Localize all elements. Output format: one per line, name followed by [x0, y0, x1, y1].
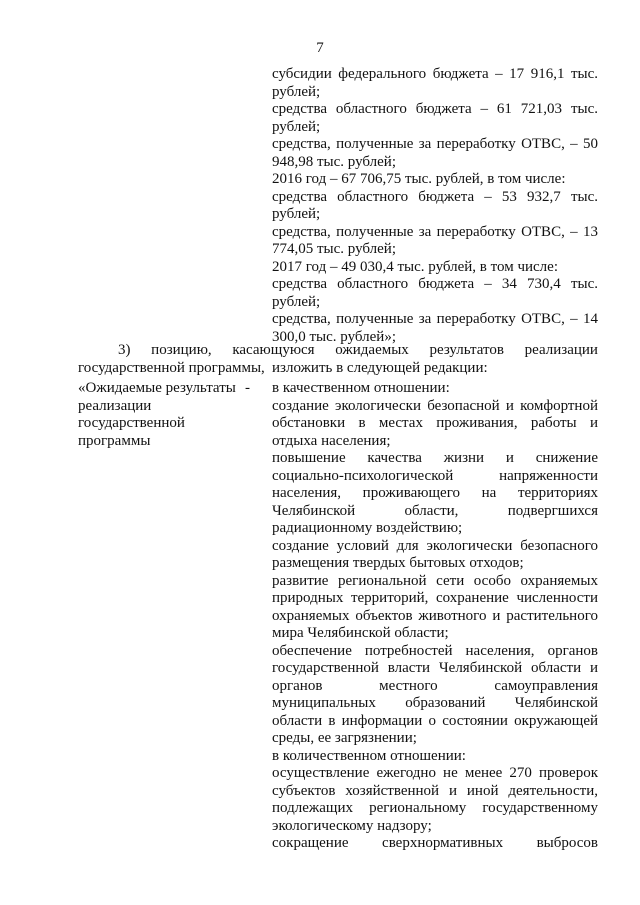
funding-line: средства, полученные за переработку ОТВС, – 50 948,98 тыс. рублей;: [272, 136, 598, 170]
result-item: сокращение сверхнормативных выбросов: [272, 835, 598, 851]
item-word: касающуюся: [232, 342, 315, 358]
dash-separator: -: [245, 380, 250, 396]
position-title-line: реализации: [78, 397, 152, 414]
funding-line: средства областного бюджета – 61 721,03 тыс. рублей;: [272, 101, 598, 135]
page-number: 7: [316, 40, 324, 56]
result-item: развитие региональной сети особо охраняемых природных территорий, сохранение численности охраняемых объектов животного и растительного мира Челябинской области;: [272, 572, 598, 641]
funding-line: средства, полученные за переработку ОТВС, – 14 300,0 тыс. рублей»;: [272, 311, 598, 345]
results-heading: в качественном отношении:: [272, 380, 450, 396]
item-3-text-right: изложить в следующей редакции:: [272, 359, 488, 376]
item-3-first-line: [78, 342, 598, 360]
funding-line: средства, полученные за переработку ОТВС, – 13 774,05 тыс. рублей;: [272, 223, 598, 257]
position-title: [78, 380, 262, 450]
result-item: обеспечение потребностей населения, органов государственной власти Челябинской области и органов местного самоуправления муниципальных образований Челябинской области в информации о состоянии окружающей среды, ее загрязнении;: [272, 642, 598, 746]
position-title-line: государственной: [78, 415, 185, 431]
funding-year-line: 2017 год – 49 030,4 тыс. рублей, в том числе:: [272, 258, 558, 275]
item-word: реализации: [524, 342, 598, 358]
result-item: осуществление ежегодно не менее 270 проверок субъектов хозяйственной и иной деятельности, подлежащих региональному государственному экологическому надзору;: [272, 765, 598, 834]
funding-line: средства областного бюджета – 34 730,4 тыс. рублей;: [272, 276, 598, 310]
item-word: результатов: [429, 342, 504, 358]
funding-year-line: 2016 год – 67 706,75 тыс. рублей, в том числе:: [272, 171, 566, 187]
results-heading: в количественном отношении:: [272, 747, 466, 764]
item-3-paragraph: [78, 342, 598, 377]
item-word: ожидаемых: [335, 342, 409, 358]
item-3-second-line: [78, 360, 598, 378]
item-number: 3): [118, 342, 131, 358]
funding-line: средства областного бюджета – 53 932,7 тыс. рублей;: [272, 188, 598, 222]
result-item: повышение качества жизни и снижение социально-психологической напряженности населения, проживающего на территориях Челябинской области, подвергшихся радиационному воздействию;: [272, 450, 598, 536]
position-title-line: программы: [78, 432, 151, 449]
result-item: создание условий для экологически безопасного размещения твердых бытовых отходов;: [272, 537, 598, 571]
funding-line: субсидии федерального бюджета – 17 916,1 тыс. рублей;: [272, 66, 598, 100]
item-3-text-left: государственной программы,: [78, 359, 265, 376]
expected-results-list: [272, 380, 598, 853]
result-item: создание экологически безопасной и комфортной обстановки в местах проживания, работы и отдыха населения;: [272, 397, 598, 449]
item-word: позицию,: [151, 342, 212, 358]
position-title-line: «Ожидаемые результаты: [78, 380, 236, 396]
funding-breakdown: [272, 66, 598, 346]
